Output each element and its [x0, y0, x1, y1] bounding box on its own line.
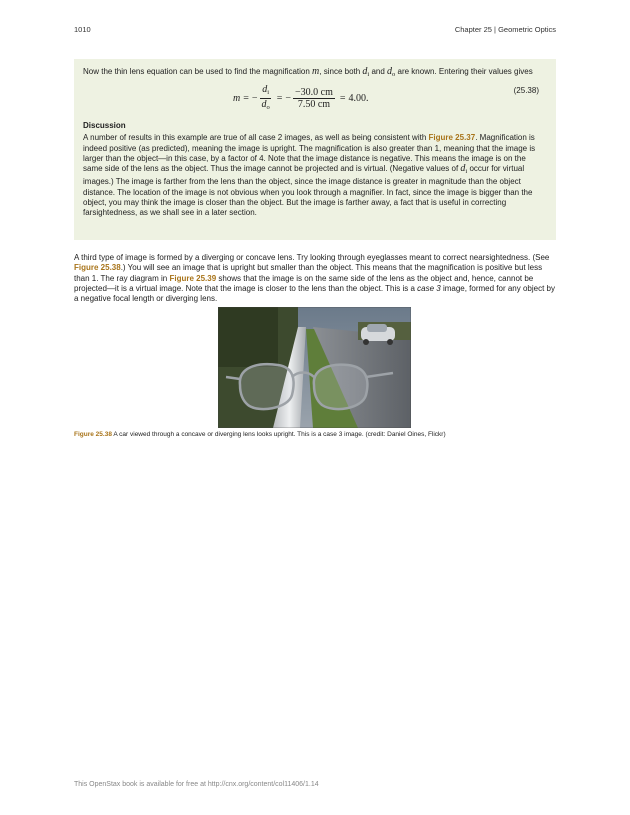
var-di-inline: $d_i$	[460, 163, 468, 176]
fraction-values: $\frac{-30.0 cm}{7.50 cm}$	[295, 86, 333, 110]
intro-text-3: are known. Entering their values gives	[395, 67, 533, 76]
intro-text-2: , since both	[319, 67, 363, 76]
figure-link-25-38[interactable]: Figure 25.38	[74, 263, 121, 273]
example-box	[74, 59, 556, 240]
fraction-di-do: $\frac{d_i}{d_o}$	[261, 83, 270, 111]
eq-sign-2: =	[276, 92, 283, 104]
page-number: 1010	[74, 25, 91, 34]
figure-caption: Figure 25.38 A car viewed through a concave or diverging lens looks upright. This is a case 3 image. (credit: Daniel Oines, Flickr)	[74, 431, 446, 438]
eq-lhs: m	[233, 92, 241, 104]
magnification-equation	[233, 83, 369, 113]
eq-neg-1: −	[251, 92, 258, 104]
body-paragraph: A third type of image is formed by a diverging or concave lens. Try looking through eyeglasses meant to correct nearsightedness. (See Figure 25.38.) You will see an image that is upright but smaller than the object. This means that the magnification is positive but less than 1. The ray diagram in Figure 25.39 shows that the image is on the same side of the lens as the object and, hence, cannot be projected—it is a virtual image. Note that the image is closer to the lens than the object. This is a case 3 image, formed for any object by a negative focal length or diverging lens.	[74, 253, 555, 304]
photo-illustration	[218, 307, 411, 428]
eq-result: 4.00.	[348, 92, 369, 104]
figure-link-25-39[interactable]: Figure 25.39	[169, 273, 217, 283]
intro-text-1: Now the thin lens equation can be used to find the magnification	[83, 67, 313, 76]
intro-and: and	[369, 67, 388, 76]
chapter-title: Chapter 25 | Geometric Optics	[454, 25, 556, 34]
eq-sign-3: =	[339, 92, 346, 104]
equation-row	[83, 83, 547, 113]
figure-link-25-37[interactable]: Figure 25.37	[428, 133, 476, 143]
eq-neg-2: −	[285, 92, 292, 104]
equation-number: (25.38)	[513, 86, 539, 96]
eq-sign-1: =	[243, 92, 249, 104]
discussion-paragraph: A number of results in this example are true of all case 2 images, as well as being consistent with Figure 25.37. Magnification is indeed positive (as predicted), meaning the image is upright. The magnification is also greater than 1, meaning that the image is larger than the object—in this case, by a factor of 4. Note that the image distance is negative. This means the image is on the same side of the lens as the object. Thus the image cannot be projected and is virtual. (Negative values of $d_i$ occur for virtual images.) The image is farther from the lens than the object, since the image distance is greater in magnitude than the object distance. The location of the image is not obvious when you look through a magnifier. In fact, since the image is bigger than the object, you may think the image is closer than the object. But the image is farther away, a fact that is useful in correcting farsightedness, as we shall see in a later section.	[83, 133, 536, 218]
intro-paragraph	[83, 67, 547, 80]
page-footer: This OpenStax book is available for free at http://cnx.org/content/col11406/1.14	[74, 781, 319, 788]
glasses-photo	[218, 307, 411, 428]
case-3-italic: case 3	[417, 283, 441, 293]
figure-label: Figure 25.38	[74, 431, 112, 438]
var-do: $d_o$	[387, 66, 396, 78]
discussion-heading: Discussion	[83, 121, 126, 131]
var-di: $d_i$	[362, 66, 370, 78]
var-m: m	[312, 66, 320, 77]
